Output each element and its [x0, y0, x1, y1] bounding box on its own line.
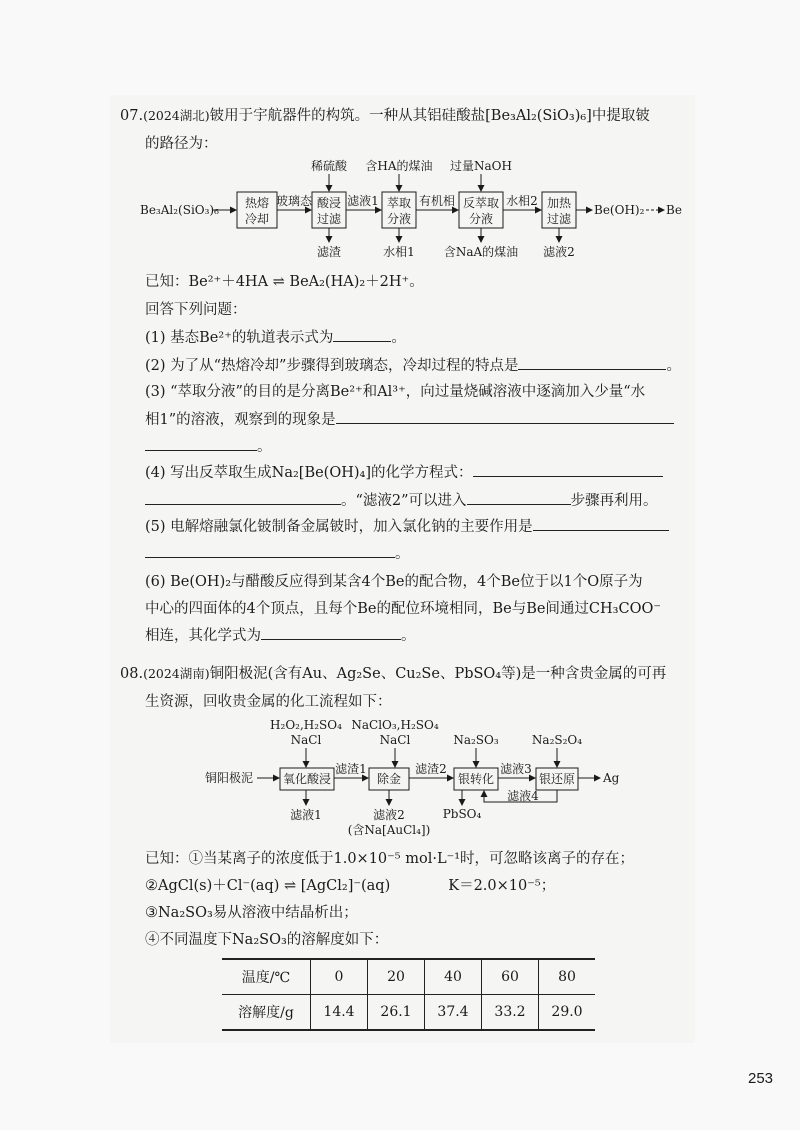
- q08-in1-l1: H₂O₂,H₂SO₄: [270, 718, 342, 732]
- table-cell: 20: [368, 959, 425, 995]
- q07-sub2-end: 。: [666, 358, 681, 374]
- table-cell: 60: [482, 959, 539, 995]
- q08-in2-l1: NaClO₃,H₂SO₄: [351, 718, 439, 732]
- answer-blank[interactable]: [533, 516, 669, 531]
- q07-sub5-end: 。: [395, 546, 410, 562]
- q08-known2-eq: ②AgCl(s)＋Cl⁻(aq) ⇌ [AgCl₂]⁻(aq): [145, 878, 391, 894]
- q07-out2: 滤渣: [316, 245, 342, 259]
- q07-sub3-line3: [145, 436, 272, 457]
- q07-in2: 稀硫酸: [310, 159, 348, 173]
- q07-answer-prompt: 回答下列问题：: [145, 302, 247, 318]
- q07-product2: Be: [666, 203, 682, 217]
- q07-product1: Be(OH)₂: [594, 203, 645, 217]
- q07-intro-line1: [120, 106, 650, 126]
- table-cell: 33.2: [482, 995, 539, 1031]
- q07-sub6-end: 。: [401, 628, 416, 644]
- table-header-temp: 温度/℃: [222, 959, 311, 995]
- solubility-table: [222, 958, 595, 1031]
- q07-sub3-line1: (3) “萃取分液”的目的是分离Be²⁺和Al³⁺，向过量烧碱溶液中逐滴加入少量“水: [145, 384, 646, 400]
- q07-arrow4-label: 水相2: [506, 194, 538, 208]
- q07-box3-l2: 分液: [386, 212, 412, 226]
- answer-blank[interactable]: [518, 355, 666, 370]
- q07-sub3-end: 。: [257, 439, 272, 455]
- q08-out2-l1: 滤液2: [373, 808, 405, 822]
- q07-sub3-text: 相1”的溶液，观察到的现象是: [145, 412, 336, 428]
- q07-sub6-text: 相连，其化学式为: [145, 628, 261, 644]
- q07-box5-l1: 加热: [546, 196, 572, 210]
- q07-box3-l1: 萃取: [386, 196, 412, 210]
- q07-sub4-line2: [145, 490, 658, 511]
- q08-known4: ④不同温度下Na₂SO₃的溶解度如下：: [145, 932, 389, 948]
- q08-box4: 银还原: [538, 772, 576, 786]
- q08-arrow3-label: 滤液3: [500, 762, 532, 776]
- q07-sub5-line2: [145, 543, 410, 564]
- q07-box2-l2: 过滤: [316, 212, 342, 226]
- q08-arrow2-label: 滤渣2: [415, 762, 447, 776]
- q07-arrow2-label: 滤液1: [347, 194, 379, 208]
- answer-blank[interactable]: [473, 462, 663, 477]
- answer-blank[interactable]: [145, 543, 395, 558]
- answer-blank[interactable]: [333, 327, 391, 342]
- table-cell: 40: [425, 959, 482, 995]
- q07-source: (2024湖北): [143, 108, 210, 123]
- q07-box4-l2: 分液: [468, 212, 494, 226]
- q08-known2-k: K＝2.0×10⁻⁵；: [448, 878, 556, 894]
- q08-intro-text: 铜阳极泥(含有Au、Ag₂Se、Cu₂Se、PbSO₄等)是一种含贵金属的可再: [209, 666, 667, 682]
- q08-box3: 银转化: [457, 772, 495, 786]
- q08-flow-start: 铜阳极泥: [205, 771, 254, 785]
- table-row: [222, 959, 595, 995]
- q07-sub1: [145, 327, 406, 348]
- q07-sub4-text: (4) 写出反萃取生成Na₂[Be(OH)₄]的化学方程式：: [145, 465, 473, 481]
- q08-box1: 氧化酸浸: [282, 772, 332, 786]
- q08-arrow1-label: 滤渣1: [335, 762, 367, 776]
- q07-out5: 滤液2: [543, 245, 575, 259]
- q07-flowchart: [140, 158, 685, 263]
- q07-sub1-text: (1) 基态Be²⁺的轨道表示式为: [145, 330, 334, 346]
- table-cell: 14.4: [311, 995, 368, 1031]
- q08-out1: 滤液1: [290, 808, 322, 822]
- q07-sub3-line2: [145, 409, 674, 430]
- table-cell: 0: [311, 959, 368, 995]
- q07-sub2: [145, 355, 681, 376]
- q08-product: Ag: [603, 771, 620, 785]
- table-cell: 26.1: [368, 995, 425, 1031]
- table-cell: 37.4: [425, 995, 482, 1031]
- q07-arrow1-label: 玻璃态: [275, 194, 313, 208]
- q07-out3: 水相1: [383, 245, 415, 259]
- q07-intro-line2: 的路径为：: [145, 136, 218, 152]
- q07-box1-l1: 热熔: [244, 196, 270, 210]
- q07-sub4-mid: 。“滤液2”可以进入: [341, 493, 467, 509]
- q07-in4: 过量NaOH: [450, 159, 512, 173]
- q08-flowchart: [200, 716, 630, 838]
- q07-sub6-line1: (6) Be(OH)₂与醋酸反应得到某含4个Be的配合物，4个Be位于以1个O原子为: [145, 574, 643, 590]
- q07-sub4-end: 步骤再利用。: [570, 493, 658, 509]
- q08-known2: [145, 876, 555, 896]
- q07-sub5-text: (5) 电解熔融氯化铍制备金属铍时，加入氯化钠的主要作用是: [145, 519, 533, 535]
- q07-box2-l1: 酸浸: [316, 196, 342, 210]
- page-number: 253: [748, 1070, 774, 1087]
- q08-known1: 已知：①当某离子的浓度低于1.0×10⁻⁵ mol·L⁻¹时，可忽略该离子的存在；: [145, 851, 635, 867]
- q08-out2-l2: (含Na[AuCl₄]): [347, 823, 431, 837]
- q08-number: 08.: [120, 666, 144, 682]
- q08-intro-line1: [120, 664, 666, 684]
- q07-sub6-line2: 中心的四面体的4个顶点，且每个Be的配位环境相同，Be与Be间通过CH₃COO⁻: [145, 601, 662, 617]
- q08-box2: 除金: [376, 772, 402, 786]
- q08-in3: Na₂SO₃: [453, 733, 499, 747]
- q08-source: (2024湖南): [143, 666, 210, 681]
- q08-intro-line2: 生资源，回收贵金属的化工流程如下：: [145, 694, 392, 710]
- q08-in4: Na₂S₂O₄: [531, 733, 583, 747]
- q07-sub2-text: (2) 为了从“热熔冷却”步骤得到玻璃态，冷却过程的特点是: [145, 358, 519, 374]
- q08-recycle: 滤液4: [507, 789, 539, 803]
- q07-out4: 含NaA的煤油: [443, 245, 519, 259]
- answer-blank[interactable]: [145, 436, 257, 451]
- table-header-solubility: 溶解度/g: [222, 995, 311, 1031]
- q07-sub4-line1: [145, 462, 663, 483]
- q08-in1-l2: NaCl: [290, 733, 322, 747]
- q08-in2-l2: NaCl: [379, 733, 411, 747]
- q07-arrow3-label: 有机相: [418, 194, 456, 208]
- answer-blank[interactable]: [145, 490, 341, 505]
- answer-blank[interactable]: [467, 490, 571, 505]
- q07-box5-l2: 过滤: [546, 212, 572, 226]
- q07-sub5-line1: [145, 516, 669, 537]
- answer-blank[interactable]: [336, 409, 674, 424]
- q07-sub6-line3: [145, 625, 416, 646]
- q07-box4-l1: 反萃取: [462, 196, 500, 210]
- q07-intro-text: 铍用于宇航器件的构筑。一种从其铝硅酸盐[Be₃Al₂(SiO₃)₆]中提取铍: [209, 108, 650, 124]
- q07-number: 07.: [120, 108, 144, 124]
- q07-flow-start: Be₃Al₂(SiO₃)₆: [140, 203, 219, 217]
- answer-blank[interactable]: [261, 625, 401, 640]
- table-cell: 29.0: [539, 995, 596, 1031]
- q07-in3: 含HA的煤油: [365, 159, 433, 173]
- q08-out3: PbSO₄: [442, 807, 482, 821]
- q07-box1-l2: 冷却: [244, 212, 270, 226]
- table-row: [222, 995, 595, 1031]
- table-cell: 80: [539, 959, 596, 995]
- q08-known3: ③Na₂SO₃易从溶液中结晶析出；: [145, 905, 358, 921]
- q07-known: 已知：Be²⁺＋4HA ⇌ BeA₂(HA)₂＋2H⁺。: [145, 274, 424, 290]
- q07-sub1-end: 。: [391, 330, 406, 346]
